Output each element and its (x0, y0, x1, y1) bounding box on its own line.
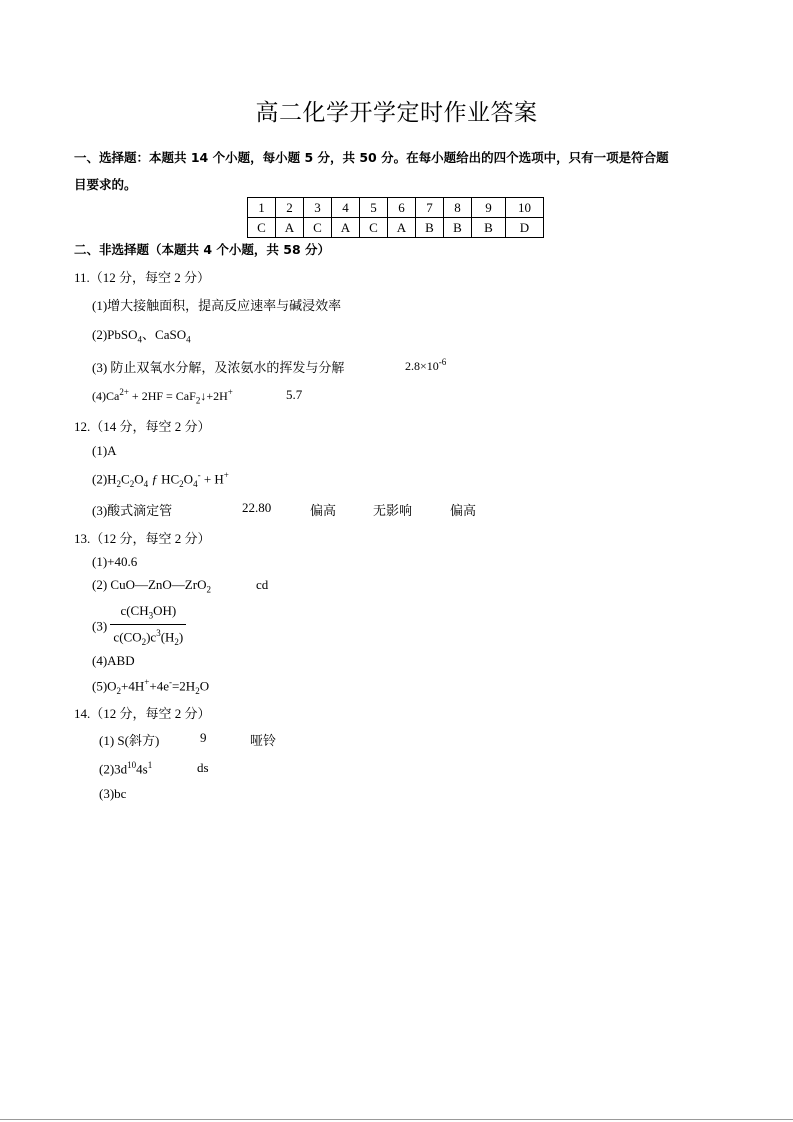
table-cell-answer: B (416, 218, 444, 238)
formula-text: c(CH (120, 603, 149, 618)
q13-answer-3 (92, 603, 186, 650)
q11-answer-2 (92, 324, 191, 345)
table-cell-answer: B (472, 218, 506, 238)
superscript: + (227, 387, 233, 397)
superscript: + (144, 677, 150, 687)
page-bottom-divider (0, 1119, 793, 1120)
q14-answer-1-item-1: (1) S(斜方) (99, 733, 160, 748)
q14-answer-1-item-3: 哑铃 (250, 733, 277, 748)
superscript: - (197, 470, 201, 480)
q13-answer-2-value: cd (256, 577, 269, 592)
q11-answer-1: (1)增大接触面积，提高反应速率与碱浸效率 (92, 298, 342, 313)
formula-text: ↓+2H (200, 389, 228, 403)
formula-text: (H (160, 628, 175, 644)
separator: 、 (142, 327, 156, 342)
subscript: 2 (195, 395, 201, 406)
q12-answer-3-item-4: 无影响 (373, 503, 413, 518)
table-cell-number: 10 (506, 198, 544, 218)
q11-heading: 11.（12 分，每空 2 分） (74, 270, 211, 285)
superscript: + (223, 470, 229, 480)
subscript: 2 (206, 584, 211, 595)
table-cell-answer: C (304, 218, 332, 238)
q12-answer-3-item-3: 偏高 (310, 503, 337, 518)
formula-text: (2)H (92, 471, 117, 487)
formula-text: O (134, 471, 144, 487)
fraction-numerator (110, 603, 186, 625)
table-cell-number: 8 (444, 198, 472, 218)
subscript: 2 (116, 685, 122, 696)
subscript: 2 (195, 685, 200, 696)
q14-heading: 14.（12 分，每空 2 分） (74, 706, 211, 721)
formula-text: Ca (106, 389, 120, 403)
q13-answer-1: (1)+40.6 (92, 554, 138, 569)
q11-answer-3-text: (3) 防止双氧水分解，及浓氨水的挥发与分解 (92, 360, 345, 375)
fraction-denominator (110, 625, 186, 650)
answer-label: (3) (92, 618, 108, 634)
q11-answer-3-value (405, 357, 446, 374)
formula-text: + 2HF = CaF (128, 389, 196, 403)
equilibrium-constant-fraction (110, 603, 186, 650)
table-cell-number: 5 (360, 198, 388, 218)
subscript: 2 (129, 478, 135, 489)
table-cell-number: 7 (416, 198, 444, 218)
superscript: 2+ (119, 387, 129, 397)
answer-table (247, 197, 544, 238)
q11-answer-4-equation (92, 387, 233, 405)
formula-text: 4s (136, 761, 148, 777)
subscript: 3 (148, 610, 154, 621)
equilibrium-arrow: ƒ (148, 471, 162, 487)
section1-heading-line2: 目要求的。 (74, 177, 137, 192)
answer-table-answer-row (248, 218, 544, 238)
table-cell-answer: C (360, 218, 388, 238)
q13-heading: 13.（12 分，每空 2 分） (74, 531, 211, 546)
superscript: 10 (127, 760, 137, 770)
formula-text: + H (200, 471, 224, 487)
table-cell-answer: A (332, 218, 360, 238)
q13-answer-4: (4)ABD (92, 653, 135, 668)
table-cell-answer: C (248, 218, 276, 238)
subscript: 2 (174, 636, 179, 647)
table-cell-answer: B (444, 218, 472, 238)
q12-heading: 12.（14 分，每空 2 分） (74, 419, 211, 434)
subscript: 4 (143, 478, 149, 489)
formula-text: OH) (153, 603, 177, 618)
table-cell-number: 9 (472, 198, 506, 218)
q11-answer-4-value: 5.7 (286, 387, 303, 402)
superscript: -6 (438, 357, 447, 367)
subscript: 2 (116, 478, 122, 489)
subscript: 2 (141, 636, 147, 647)
formula-text: CaSO (155, 327, 187, 342)
answer-label: (2) (99, 761, 115, 777)
formula-text: 3d (114, 761, 128, 777)
table-cell-number: 6 (388, 198, 416, 218)
value-text: 2.8×10 (405, 359, 439, 373)
q14-answer-3: (3)bc (99, 786, 127, 801)
answer-table-number-row (248, 198, 544, 218)
table-cell-number: 2 (276, 198, 304, 218)
formula-text: C (121, 471, 130, 487)
superscript: 1 (147, 760, 153, 770)
table-cell-answer: A (276, 218, 304, 238)
superscript: 3 (156, 627, 161, 638)
q12-answer-1: (1)A (92, 443, 117, 458)
q12-answer-3-item-1: (3)酸式滴定管 (92, 503, 173, 518)
table-cell-number: 4 (332, 198, 360, 218)
subscript: 4 (137, 334, 143, 345)
formula-text: c(CO (113, 628, 142, 644)
subscript: 4 (193, 478, 198, 489)
formula-text: +4H (121, 678, 145, 694)
q13-answer-5-equation (92, 677, 209, 696)
formula-text: +4e (149, 678, 169, 694)
formula-text: =2H (171, 678, 196, 694)
formula-text: PbSO (107, 327, 138, 342)
section1-heading-line1: 一、选择题：本题共 14 个小题，每小题 5 分，共 50 分。在每小题给出的四个选项中，只有一项是符合题 (74, 150, 669, 165)
page-title: 高二化学开学定时作业答案 (255, 100, 538, 125)
answer-label: (4) (92, 389, 106, 403)
formula-text: O (199, 678, 210, 694)
q14-answer-1-item-2: 9 (200, 730, 207, 745)
q14-answer-2-value: ds (197, 760, 209, 775)
formula-text: (2) CuO—ZnO—ZrO (92, 577, 207, 592)
section2-heading: 二、非选择题（本题共 4 个小题，共 58 分） (74, 242, 331, 257)
superscript: - (168, 677, 172, 687)
formula-text: (5)O (92, 678, 117, 694)
q13-answer-2 (92, 577, 211, 595)
q12-answer-3-item-5: 偏高 (450, 503, 477, 518)
subscript: 2 (179, 478, 184, 489)
formula-text: O (183, 471, 194, 487)
table-cell-answer: D (506, 218, 544, 238)
table-cell-number: 3 (304, 198, 332, 218)
table-cell-answer: A (388, 218, 416, 238)
q12-answer-3-item-2: 22.80 (242, 500, 272, 515)
formula-text: HC (161, 471, 180, 487)
answer-label: (2) (92, 327, 108, 342)
q12-answer-2-equation (92, 470, 229, 489)
subscript: 4 (186, 334, 191, 345)
formula-text: )c (146, 628, 157, 644)
formula-text: ) (178, 628, 184, 644)
table-cell-number: 1 (248, 198, 276, 218)
q14-answer-2 (99, 760, 152, 777)
